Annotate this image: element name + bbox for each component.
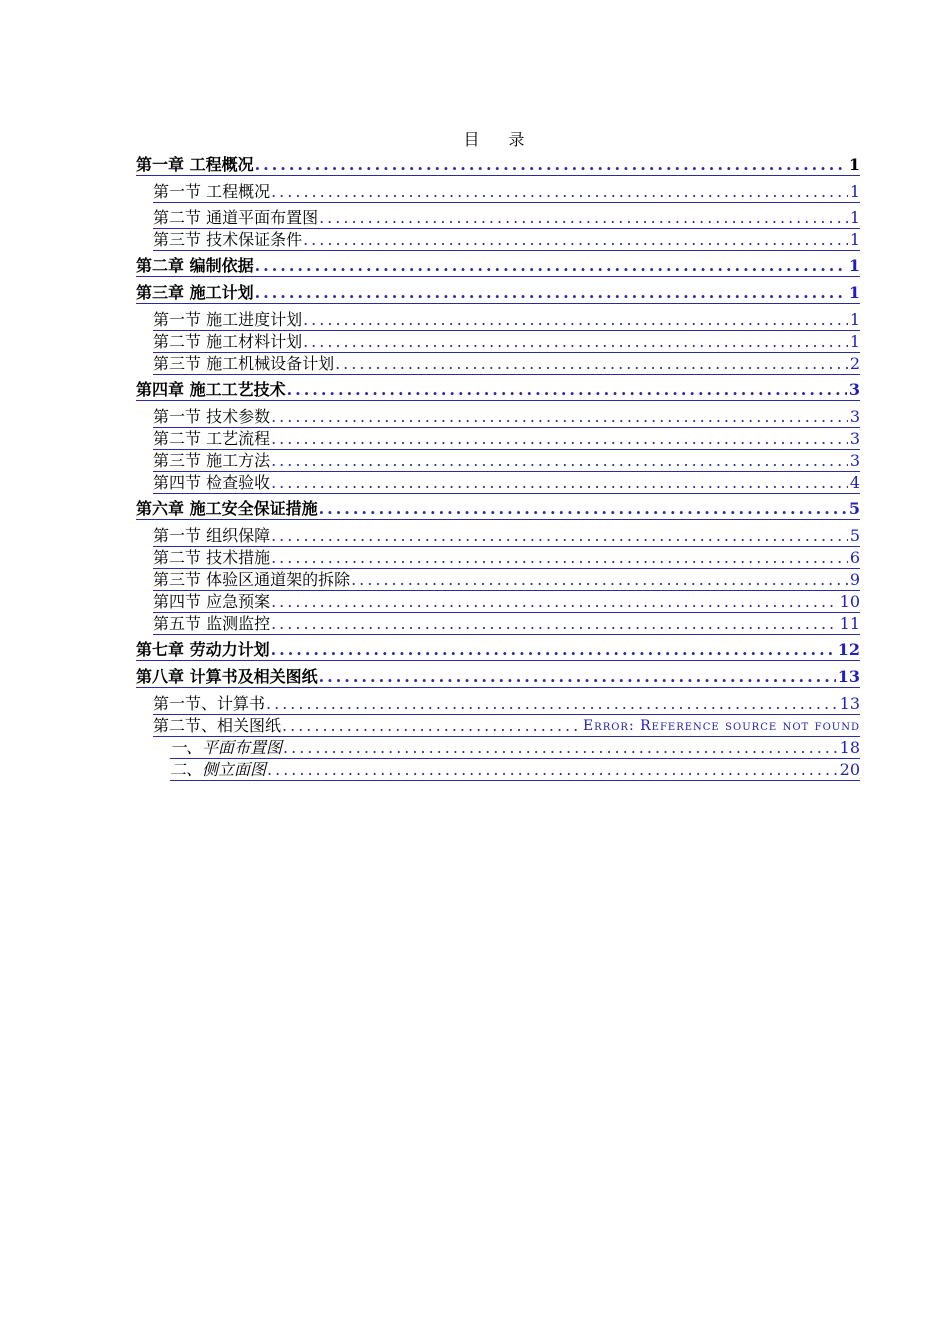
toc-entry-label: 第二节 施工材料计划 xyxy=(153,332,303,351)
toc-entry-section[interactable] xyxy=(153,308,860,331)
toc-page-number: 20 xyxy=(839,760,860,779)
toc-page-number: 1 xyxy=(849,182,860,201)
dot-leader xyxy=(286,380,847,400)
toc-entry-label: 第一节 组织保障 xyxy=(153,526,271,545)
toc-page-number: 10 xyxy=(839,592,860,611)
toc-entry-label: 第二章 编制依据 xyxy=(136,256,254,275)
dot-leader xyxy=(266,760,838,780)
toc-page-number: 1 xyxy=(849,310,860,329)
toc-page-number: 11 xyxy=(839,614,860,633)
dot-leader xyxy=(302,310,848,330)
dot-leader xyxy=(318,667,836,687)
toc-entry-chapter-1[interactable] xyxy=(136,153,860,176)
toc-page-number: 5 xyxy=(849,526,860,545)
toc-page-number: 5 xyxy=(848,499,860,518)
toc-title: 目 录 xyxy=(463,130,537,149)
toc-entry-label: 第七章 劳动力计划 xyxy=(136,640,270,659)
toc-entry-label: 第一节 施工进度计划 xyxy=(153,310,303,329)
toc-entry-section[interactable] xyxy=(153,352,860,375)
toc-entry-label: 二、侧立面图 xyxy=(170,760,267,779)
dot-leader xyxy=(270,548,848,568)
dot-leader xyxy=(270,592,838,612)
toc-entry-section[interactable] xyxy=(153,568,860,591)
toc-page-number: 1 xyxy=(848,283,860,302)
toc-entry-section[interactable] xyxy=(153,427,860,450)
toc-entry-label: 第二节 工艺流程 xyxy=(153,429,271,448)
toc-page-number: 12 xyxy=(837,640,860,659)
toc-page-number-error: Error: Reference source not found xyxy=(582,718,860,734)
toc-page-number: 1 xyxy=(849,332,860,351)
toc-page-number: 13 xyxy=(839,694,860,713)
toc-entry-section[interactable] xyxy=(153,180,860,203)
dot-leader xyxy=(281,716,581,736)
toc-entry-label: 第三节 施工机械设备计划 xyxy=(153,354,335,373)
toc-entry-label: 第一章 工程概况 xyxy=(136,155,254,174)
dot-leader xyxy=(270,526,848,546)
dot-leader xyxy=(270,429,848,449)
toc-entry-label: 第一节 技术参数 xyxy=(153,407,271,426)
toc-entry-label: 第四节 检查验收 xyxy=(153,473,271,492)
toc-entry-section[interactable] xyxy=(153,206,860,229)
toc-entry-label: 第三节 体验区通道架的拆除 xyxy=(153,570,351,589)
toc-entry-label: 第六章 施工安全保证措施 xyxy=(136,499,318,518)
toc-entry-section[interactable] xyxy=(153,228,860,251)
toc-page-number: 4 xyxy=(849,473,860,492)
dot-leader xyxy=(254,256,847,276)
dot-leader xyxy=(318,208,848,228)
toc-page-number: 1 xyxy=(849,230,860,249)
dot-leader xyxy=(254,283,847,303)
toc-entry-label: 第一节、计算书 xyxy=(153,694,266,713)
toc-entry-label: 第二节 通道平面布置图 xyxy=(153,208,319,227)
toc-entry-label: 第五节 监测监控 xyxy=(153,614,271,633)
toc-page-number: 1 xyxy=(848,256,860,275)
toc-entry-section[interactable] xyxy=(153,714,860,737)
dot-leader xyxy=(270,473,848,493)
toc-page-number: 13 xyxy=(837,667,860,686)
toc-page-number: 3 xyxy=(848,380,860,399)
toc-entry-chapter-2[interactable] xyxy=(136,254,860,277)
toc-entry-label: 第二节 技术措施 xyxy=(153,548,271,567)
toc-entry-label: 第三节 技术保证条件 xyxy=(153,230,303,249)
dot-leader xyxy=(302,230,848,250)
toc-entry-chapter-4[interactable] xyxy=(136,378,860,401)
toc-entry-section[interactable] xyxy=(153,524,860,547)
dot-leader xyxy=(270,407,848,427)
toc-entry-section[interactable] xyxy=(153,471,860,494)
toc-page-number: 9 xyxy=(849,570,860,589)
toc-entry-section[interactable] xyxy=(153,405,860,428)
toc-entry-section[interactable] xyxy=(153,546,860,569)
toc-entry-label: 第二节、相关图纸 xyxy=(153,716,282,735)
toc-page-number: 3 xyxy=(849,451,860,470)
dot-leader xyxy=(270,451,848,471)
dot-leader xyxy=(282,738,838,758)
toc-entry-subsection[interactable] xyxy=(170,758,860,781)
toc-page-number: 3 xyxy=(849,429,860,448)
toc-entry-chapter-8[interactable] xyxy=(136,665,860,688)
dot-leader xyxy=(318,499,847,519)
toc-entry-label: 第一节 工程概况 xyxy=(153,182,271,201)
dot-leader xyxy=(265,694,838,714)
toc-entry-subsection[interactable] xyxy=(170,736,860,759)
toc-entry-label: 一、平面布置图 xyxy=(170,738,283,757)
toc-entry-section[interactable] xyxy=(153,330,860,353)
toc-entry-section[interactable] xyxy=(153,692,860,715)
toc-page-number: 6 xyxy=(849,548,860,567)
toc-page-number: 1 xyxy=(848,155,860,174)
dot-leader xyxy=(270,182,848,202)
toc-entry-section[interactable] xyxy=(153,612,860,635)
toc-entry-section[interactable] xyxy=(153,590,860,613)
dot-leader xyxy=(254,155,847,175)
dot-leader xyxy=(270,640,836,660)
toc-page-number: 2 xyxy=(849,354,860,373)
toc-entry-section[interactable] xyxy=(153,449,860,472)
toc-page-number: 3 xyxy=(849,407,860,426)
toc-entry-label: 第四节 应急预案 xyxy=(153,592,271,611)
toc-page-number: 18 xyxy=(839,738,860,757)
toc-entry-chapter-7[interactable] xyxy=(136,638,860,661)
toc-entry-chapter-3[interactable] xyxy=(136,281,860,304)
dot-leader xyxy=(334,354,848,374)
toc-page-number: 1 xyxy=(849,208,860,227)
toc-entry-label: 第八章 计算书及相关图纸 xyxy=(136,667,318,686)
toc-entry-label: 第四章 施工工艺技术 xyxy=(136,380,286,399)
dot-leader xyxy=(350,570,848,590)
toc-entry-label: 第三章 施工计划 xyxy=(136,283,254,302)
dot-leader xyxy=(270,614,838,634)
toc-entry-label: 第三节 施工方法 xyxy=(153,451,271,470)
dot-leader xyxy=(302,332,848,352)
toc-entry-chapter-6[interactable] xyxy=(136,497,860,520)
